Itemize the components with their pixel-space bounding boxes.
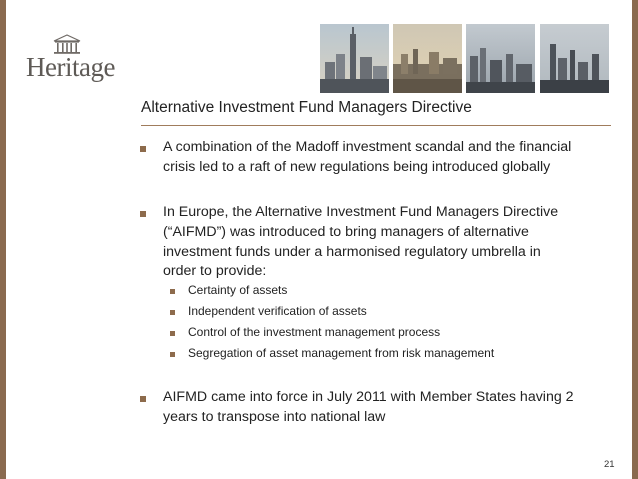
bullet-2-line-3: investment funds under a harmonised regulatory umbrella in <box>163 244 541 260</box>
heritage-logo <box>26 34 136 84</box>
sub-bullet-4: Segregation of asset management from risk management <box>188 346 495 360</box>
left-border-bar <box>0 0 6 479</box>
city-photo-3 <box>466 24 535 93</box>
bullet-3-line-1: AIFMD came into force in July 2011 with Member States having 2 <box>163 389 574 405</box>
bullet-square <box>140 211 146 217</box>
bullet-3-line-2: years to transpose into national law <box>163 409 386 425</box>
bullet-2-line-1: In Europe, the Alternative Investment Fund Managers Directive <box>163 204 559 220</box>
slide-title: Alternative Investment Fund Managers Directive <box>141 99 472 116</box>
right-border-bar <box>632 0 638 479</box>
sub-bullet-square <box>170 331 175 336</box>
sub-bullet-1: Certainty of assets <box>188 283 288 297</box>
page-number: 21 <box>604 459 615 470</box>
sub-bullet-3: Control of the investment management process <box>188 325 441 339</box>
bullet-1-line-1: A combination of the Madoff investment scandal and the financial <box>163 139 572 155</box>
title-underline <box>141 125 611 126</box>
bullet-2-line-4: order to provide: <box>163 263 267 279</box>
city-photo-1 <box>320 24 389 93</box>
bullet-2-line-2: (“AIFMD”) was introduced to bring managers of alternative <box>163 224 529 240</box>
sub-bullet-square <box>170 352 175 357</box>
city-photo-2 <box>393 24 462 93</box>
header-photo-strip <box>320 24 609 93</box>
city-photo-4 <box>540 24 609 93</box>
sub-bullet-square <box>170 310 175 315</box>
bullet-square <box>140 146 146 152</box>
bullet-square <box>140 396 146 402</box>
sub-bullet-2: Independent verification of assets <box>188 304 367 318</box>
sub-bullet-square <box>170 289 175 294</box>
bullet-1-line-2: crisis led to a raft of new regulations being introduced globally <box>163 159 551 175</box>
logo-wordmark: Heritage <box>26 52 115 82</box>
